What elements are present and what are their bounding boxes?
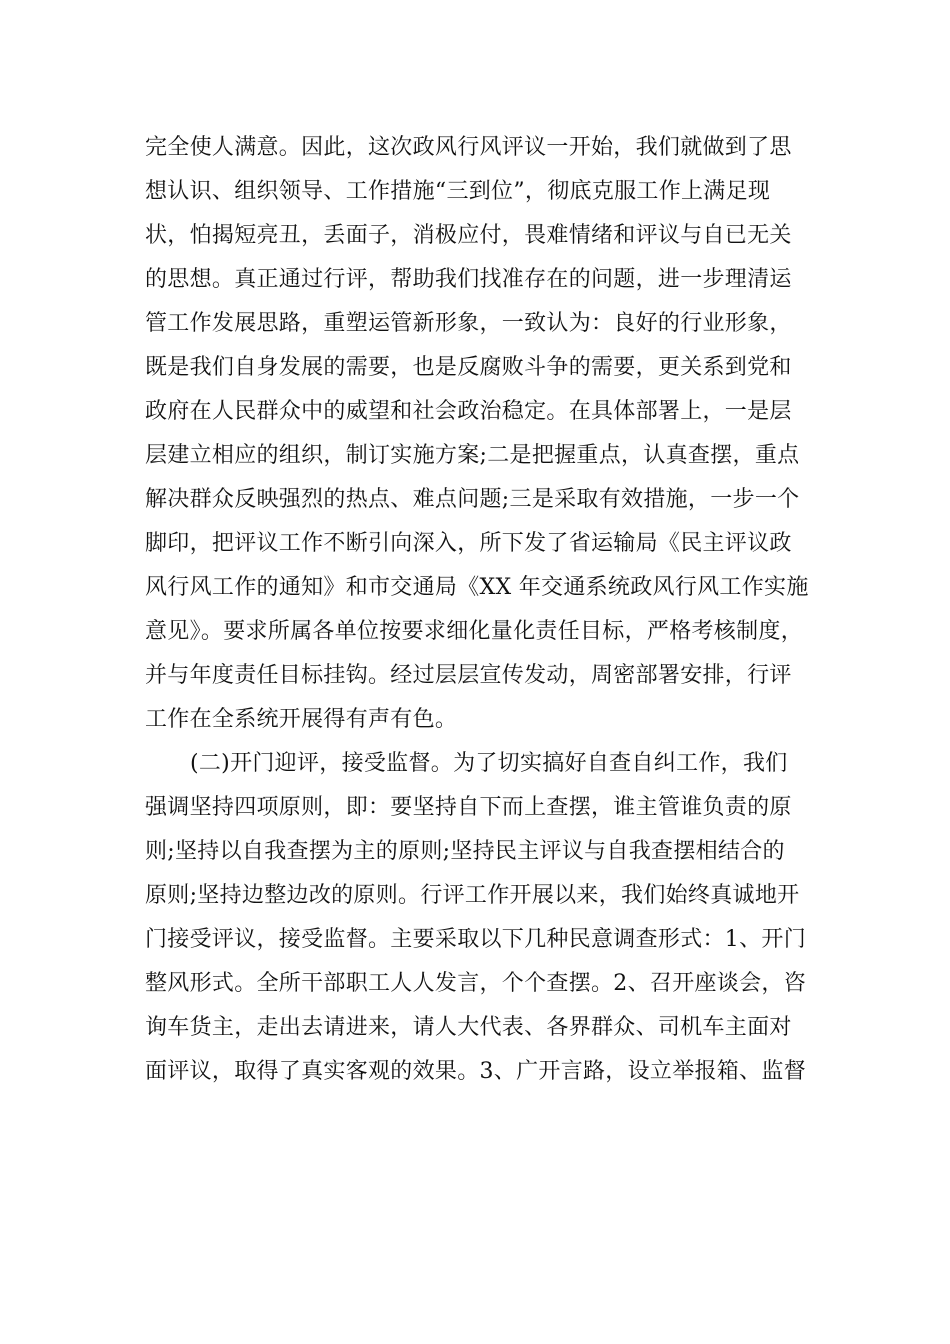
text-line: 脚印，把评议工作不断引向深入，所下发了省运输局《民主评议政 bbox=[145, 531, 792, 556]
text-line: 管工作发展思路，重塑运管新形象，一致认为：良好的行业形象， bbox=[145, 311, 792, 336]
text-line: 的思想。真正通过行评，帮助我们找准存在的问题，进一步理清运 bbox=[145, 267, 792, 292]
text-line: 意见》。要求所属各单位按要求细化量化责任目标，严格考核制度， bbox=[145, 619, 804, 644]
text-line: 完全使人满意。因此，这次政风行风评议一开始，我们就做到了思 bbox=[145, 135, 792, 160]
text-line: 原则;坚持边整边改的原则。行评工作开展以来，我们始终真诚地开 bbox=[145, 883, 800, 908]
text-line: 则;坚持以自我查摆为主的原则;坚持民主评议与自我查摆相结合的 bbox=[145, 839, 785, 864]
text-line: 工作在全系统开展得有声有色。 bbox=[145, 707, 458, 732]
text-line: 政府在人民群众中的威望和社会政治稳定。在具体部署上，一是层 bbox=[145, 399, 792, 424]
text-line: 面评议，取得了真实客观的效果。3、广开言路，设立举报箱、监督 bbox=[145, 1059, 806, 1084]
text-line: 解决群众反映强烈的热点、难点问题;三是采取有效措施，一步一个 bbox=[145, 487, 800, 512]
text-line: 既是我们自身发展的需要，也是反腐败斗争的需要，更关系到党和 bbox=[145, 355, 792, 380]
text-line: 风行风工作的通知》和市交通局《XX 年交通系统政风行风工作实施 bbox=[145, 575, 809, 600]
text-line: 状，怕揭短亮丑，丢面子，消极应付，畏难情绪和评议与自已无关 bbox=[145, 223, 792, 248]
text-line: 整风形式。全所干部职工人人发言，个个查摆。2、召开座谈会，咨 bbox=[145, 971, 806, 996]
paragraph-start-line: (二)开门迎评，接受监督。为了切实搞好自查自纠工作，我们 bbox=[190, 751, 788, 776]
text-line: 门接受评议，接受监督。主要采取以下几种民意调查形式：1、开门 bbox=[145, 927, 806, 952]
text-line: 并与年度责任目标挂钩。经过层层宣传发动，周密部署安排，行评 bbox=[145, 663, 792, 688]
text-line: 层建立相应的组织，制订实施方案;二是把握重点，认真查摆，重点 bbox=[145, 443, 800, 468]
text-line: 想认识、组织领导、工作措施“三到位”，彻底克服工作上满足现 bbox=[145, 179, 771, 204]
text-line: 强调坚持四项原则，即：要坚持自下而上查摆，谁主管谁负责的原 bbox=[145, 795, 792, 820]
text-line: 询车货主，走出去请进来，请人大代表、各界群众、司机车主面对 bbox=[145, 1015, 792, 1040]
